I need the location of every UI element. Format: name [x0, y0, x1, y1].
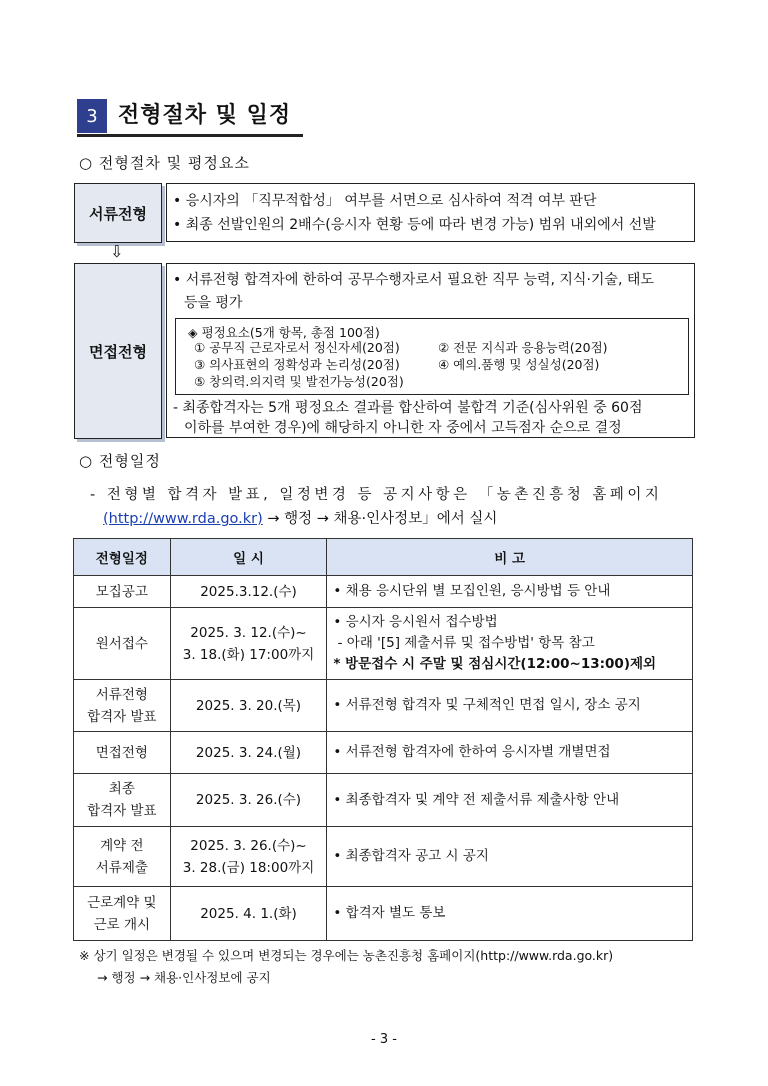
date-cell: 2025.3.12.(수)	[170, 576, 327, 608]
stage2-label: 면접전형	[74, 263, 162, 439]
date-cell: 2025. 3. 20.(목)	[170, 680, 327, 732]
footnote-line2: → 행정 → 채용·인사정보에 공지	[97, 970, 271, 985]
table-row	[74, 732, 693, 774]
notes-cell: • 서류전형 합격자에 한하여 응시자별 개별면접	[327, 732, 693, 774]
stage-cell: 근로계약 및 근로 개시	[74, 887, 171, 941]
stage-cell: 모집공고	[74, 576, 171, 608]
stage1-label: 서류전형	[74, 183, 162, 243]
visit-exclusion-note: * 방문접수 시 주말 및 점심시간(12:00~13:00)제외	[333, 656, 657, 672]
stage1-bullet-1: • 응시자의 「직무적합성」 여부를 서면으로 심사하여 적격 여부 판단	[173, 193, 597, 209]
table-row	[74, 680, 693, 732]
notes-cell: • 최종합격자 공고 시 공지	[327, 827, 693, 887]
notes-cell: • 서류전형 합격자 및 구체적인 면접 일시, 장소 공지	[327, 680, 693, 732]
date-cell: 2025. 3. 12.(수)~ 3. 18.(화) 17:00까지	[170, 608, 327, 680]
stage1-bullet-2: • 최종 선발인원의 2배수(응시자 현황 등에 따라 변경 가능) 범위 내외에서 선발	[173, 217, 656, 233]
header-remarks: 비 고	[327, 539, 693, 576]
page-number: - 3 -	[371, 1032, 397, 1047]
date-cell: 2025. 3. 26.(수)	[170, 774, 327, 827]
eval-item-4: ④ 예의.품행 및 성실성(20점)	[438, 357, 600, 372]
footnote-line1: ※ 상기 일정은 변경될 수 있으며 변경되는 경우에는 농촌진흥청 홈페이지(http://www.rda.go.kr)	[79, 948, 614, 963]
stage2-bullet-line1: • 서류전형 합격자에 한하여 공무수행자로서 필요한 직무 능력, 지식·기술, 태도	[173, 272, 654, 288]
header-stage: 전형일정	[74, 539, 171, 576]
table-header-row	[74, 539, 693, 576]
stage-cell: 면접전형	[74, 732, 171, 774]
schedule-intro-line2-rest: → 행정 → 채용·인사정보」에서 실시	[262, 511, 498, 527]
schedule-heading: ○ 전형일정	[79, 452, 161, 470]
schedule-intro-line2	[103, 507, 497, 528]
eval-item-2: ② 전문 지식과 응용능력(20점)	[438, 340, 608, 355]
table-row	[74, 887, 693, 941]
table-row	[74, 576, 693, 608]
schedule-intro-line1: - 전형별 합격자 발표, 일정변경 등 공지사항은 「농촌진흥청 홈페이지	[90, 487, 663, 503]
stage2-bullet-line2: 등을 평가	[184, 295, 243, 311]
schedule-table	[73, 538, 693, 941]
notes-cell: • 합격자 별도 통보	[327, 887, 693, 941]
date-cell: 2025. 3. 26.(수)~ 3. 28.(금) 18:00까지	[170, 827, 327, 887]
section-number: 3	[77, 99, 107, 133]
table-row	[74, 608, 693, 680]
section-underline	[77, 134, 303, 137]
header-datetime: 일 시	[170, 539, 327, 576]
eval-item-5: ⑤ 창의력.의지력 및 발전가능성(20점)	[194, 374, 404, 389]
evaluation-box	[175, 318, 689, 395]
date-cell: 2025. 3. 24.(월)	[170, 732, 327, 774]
eval-item-1: ① 공무직 근로자로서 정신자세(20점)	[194, 340, 400, 355]
stage-cell: 계약 전 서류제출	[74, 827, 171, 887]
homepage-link[interactable]: (http://www.rda.go.kr)	[103, 511, 263, 527]
stage2-final-line1: - 최종합격자는 5개 평정요소 결과를 합산하여 불합격 기준(심사위원 중 60점	[173, 400, 643, 416]
stage2-final-line2: 이하를 부여한 경우)에 해당하지 아니한 자 중에서 고득점자 순으로 결정	[184, 420, 622, 436]
stage-cell: 최종 합격자 발표	[74, 774, 171, 827]
table-row	[74, 774, 693, 827]
process-heading: ○ 전형절차 및 평정요소	[79, 154, 250, 172]
eval-title: ◈ 평정요소(5개 항목, 총점 100점)	[188, 325, 380, 340]
notes-cell: • 채용 응시단위 별 모집인원, 응시방법 등 안내	[327, 576, 693, 608]
stage2-content	[166, 263, 695, 438]
notes-cell: • 최종합격자 및 계약 전 제출서류 제출사항 안내	[327, 774, 693, 827]
section-title: 전형절차 및 일정	[118, 103, 292, 128]
date-cell: 2025. 4. 1.(화)	[170, 887, 327, 941]
stage-cell: 원서접수	[74, 608, 171, 680]
stage-cell: 서류전형 합격자 발표	[74, 680, 171, 732]
table-row	[74, 827, 693, 887]
down-arrow-icon: ⇩	[110, 242, 124, 261]
stage1-content	[166, 183, 695, 242]
eval-item-3: ③ 의사표현의 정확성과 논리성(20점)	[194, 357, 400, 372]
notes-cell: • 응시자 응시원서 접수방법 - 아래 '[5] 제출서류 및 접수방법' 항목 참고 * 방문접수 시 주말 및 점심시간(12:00~13:00)제외	[327, 608, 693, 680]
